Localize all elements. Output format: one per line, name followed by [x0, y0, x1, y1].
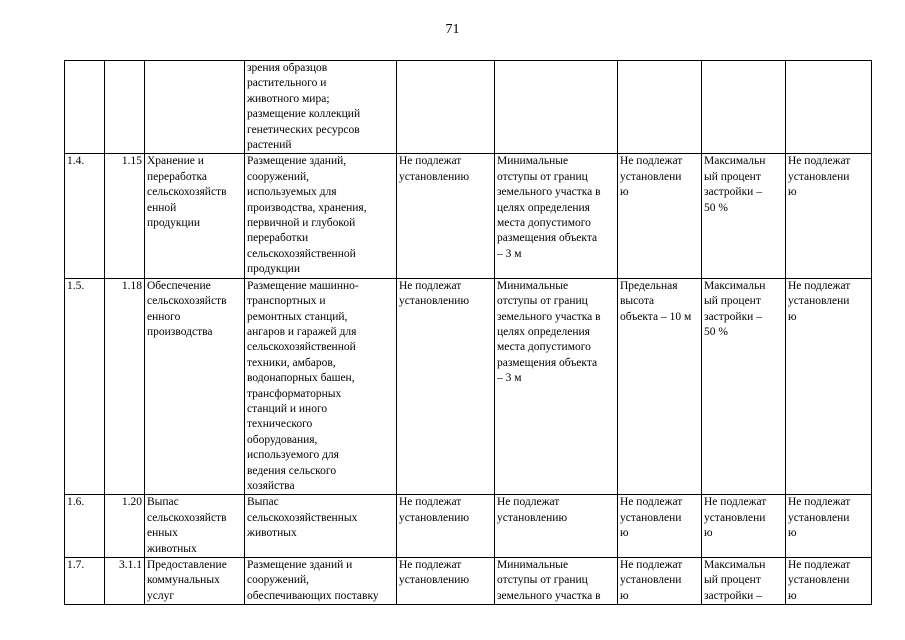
cell-line: енного [147, 310, 181, 323]
cell-use-description [245, 558, 397, 605]
cell-line: трансформаторных [247, 387, 342, 400]
cell-line: установлени [620, 511, 682, 524]
cell-line: земельного участка в [497, 589, 601, 602]
cell-line: енных [147, 527, 178, 540]
cell-line: Не подлежат [497, 496, 560, 509]
cell-plot-size-limits [397, 278, 495, 495]
cell-line: Минимальные [497, 559, 569, 571]
cell-code: 1.20 [105, 495, 145, 558]
cell-line: Предельная [620, 279, 678, 292]
cell-use-name [145, 495, 245, 558]
cell-code: 1.18 [105, 278, 145, 495]
cell-line: 50 % [704, 325, 728, 338]
cell-number: 1.4. [65, 154, 105, 278]
cell-line: размещение коллекций [247, 108, 361, 121]
cell-use-description [245, 278, 397, 495]
cell-line: Не подлежат [620, 496, 683, 509]
cell-line: отступы от границ [497, 574, 588, 587]
cell-building-coverage [702, 495, 786, 558]
cell-code [105, 61, 145, 154]
cell-line: Хранение и [147, 155, 204, 168]
cell-line: Не подлежат [788, 496, 851, 509]
cell-line: енной [147, 201, 177, 214]
cell-setback-limits [495, 558, 618, 605]
cell-other-limits [786, 495, 872, 558]
cell-line: размещения объекта [497, 232, 598, 245]
cell-line: Не подлежат [399, 279, 462, 292]
cell-line: коммунальных [147, 574, 220, 587]
cell-height-limits [618, 61, 702, 154]
cell-line: сельскохозяйственной [247, 341, 356, 354]
cell-line: обеспечивающих поставку [247, 589, 379, 602]
cell-line: Не подлежат [399, 559, 462, 571]
cell-line: используемого для [247, 449, 339, 462]
cell-line: ю [788, 186, 797, 199]
cell-line: станций и иного [247, 402, 328, 415]
cell-line: установлени [620, 574, 682, 587]
cell-line: места допустимого [497, 217, 591, 230]
cell-line: отступы от границ [497, 170, 588, 183]
cell-line: места допустимого [497, 341, 591, 354]
cell-line: установлению [399, 511, 470, 524]
cell-line: установлени [704, 511, 766, 524]
table-body [65, 61, 872, 605]
cell-line: растительного и [247, 77, 327, 90]
cell-building-coverage [702, 558, 786, 605]
cell-other-limits [786, 61, 872, 154]
cell-line: установлени [620, 170, 682, 183]
cell-plot-size-limits [397, 495, 495, 558]
cell-height-limits [618, 558, 702, 605]
cell-line: Выпас [147, 496, 179, 509]
cell-line: – 3 м [497, 247, 522, 260]
cell-line: застройки – [704, 589, 762, 602]
cell-line: продукции [247, 263, 300, 276]
cell-line: переработки [247, 232, 309, 245]
cell-line: сельскохозяйств [147, 511, 227, 524]
cell-use-name [145, 558, 245, 605]
cell-line: сооружений, [247, 574, 310, 587]
cell-other-limits [786, 558, 872, 605]
cell-line: Предоставление [147, 559, 227, 571]
cell-building-coverage [702, 154, 786, 278]
cell-line: ю [620, 589, 629, 602]
cell-height-limits [618, 278, 702, 495]
cell-line: используемых для [247, 186, 337, 199]
cell-line: хозяйства [247, 479, 295, 492]
cell-line: Максимальн [704, 279, 766, 292]
cell-line: целях определения [497, 325, 590, 338]
cell-line: Не подлежат [399, 155, 462, 168]
cell-line: техники, амбаров, [247, 356, 336, 369]
cell-number: 1.5. [65, 278, 105, 495]
cell-line: зрения образцов [247, 62, 328, 74]
table-row [65, 154, 872, 278]
cell-line: установлени [788, 170, 850, 183]
cell-height-limits [618, 495, 702, 558]
cell-line: ый процент [704, 295, 761, 308]
zoning-regulations-table [64, 60, 872, 605]
cell-line: ю [620, 186, 629, 199]
cell-line: ю [788, 527, 797, 540]
cell-line: установлению [399, 170, 470, 183]
cell-line: застройки – [704, 186, 762, 199]
cell-line: ый процент [704, 574, 761, 587]
cell-line: сельскохозяйств [147, 186, 227, 199]
cell-line: растений [247, 139, 292, 152]
cell-line: Размещение зданий и [247, 559, 353, 571]
page-number: 71 [445, 22, 460, 37]
cell-line: Минимальные [497, 155, 569, 168]
cell-line: Не подлежат [620, 155, 683, 168]
cell-line: Размещение машинно- [247, 279, 359, 292]
cell-line: Размещение зданий, [247, 155, 347, 168]
cell-line: сельскохозяйственных [247, 511, 358, 524]
cell-line: Максимальн [704, 155, 766, 168]
cell-line: установлению [497, 511, 568, 524]
cell-line: ю [788, 589, 797, 602]
cell-line: Не подлежат [788, 155, 851, 168]
cell-line: Выпас [247, 496, 279, 509]
cell-line: установлени [788, 295, 850, 308]
cell-use-description [245, 154, 397, 278]
cell-setback-limits [495, 495, 618, 558]
cell-line: целях определения [497, 201, 590, 214]
cell-building-coverage [702, 61, 786, 154]
cell-line: Не подлежат [399, 496, 462, 509]
cell-other-limits [786, 278, 872, 495]
cell-plot-size-limits [397, 154, 495, 278]
cell-number: 1.6. [65, 495, 105, 558]
cell-line: генетических ресурсов [247, 123, 360, 136]
cell-use-name [145, 61, 245, 154]
cell-line: установлени [788, 511, 850, 524]
cell-line: Обеспечение [147, 279, 211, 292]
cell-height-limits [618, 154, 702, 278]
cell-line: 50 % [704, 201, 728, 214]
cell-use-name [145, 278, 245, 495]
cell-line: транспортных и [247, 295, 326, 308]
cell-other-limits [786, 154, 872, 278]
cell-line: установлению [399, 574, 470, 587]
cell-line: первичной и глубокой [247, 217, 356, 230]
cell-line: ю [788, 310, 797, 323]
cell-line: технического [247, 418, 313, 431]
cell-line: животных [147, 542, 197, 555]
cell-line: ремонтных станций, [247, 310, 348, 323]
cell-building-coverage [702, 278, 786, 495]
cell-line: Минимальные [497, 279, 569, 292]
cell-use-description [245, 61, 397, 154]
cell-line: переработка [147, 170, 207, 183]
cell-line: животных [247, 527, 297, 540]
cell-line: ангаров и гаражей для [247, 325, 357, 338]
cell-line: водонапорных башен, [247, 372, 355, 385]
cell-line: Максимальн [704, 559, 766, 571]
table-row [65, 495, 872, 558]
cell-line: Не подлежат [788, 559, 851, 571]
cell-line: сооружений, [247, 170, 310, 183]
cell-line: – 3 м [497, 372, 522, 385]
cell-code: 1.15 [105, 154, 145, 278]
cell-line: Не подлежат [620, 559, 683, 571]
cell-line: производства [147, 325, 213, 338]
cell-line: установлени [788, 574, 850, 587]
cell-line: отступы от границ [497, 295, 588, 308]
cell-line: оборудования, [247, 433, 318, 446]
cell-line: услуг [147, 589, 175, 602]
cell-line: сельскохозяйств [147, 295, 227, 308]
table-row [65, 61, 872, 154]
cell-line: производства, хранения, [247, 201, 367, 214]
cell-number [65, 61, 105, 154]
cell-line: земельного участка в [497, 186, 601, 199]
cell-setback-limits [495, 154, 618, 278]
cell-plot-size-limits [397, 558, 495, 605]
cell-line: ведения сельского [247, 464, 337, 477]
table-row [65, 558, 872, 605]
cell-line: ый процент [704, 170, 761, 183]
table-row [65, 278, 872, 495]
cell-line: земельного участка в [497, 310, 601, 323]
cell-plot-size-limits [397, 61, 495, 154]
cell-number: 1.7. [65, 558, 105, 605]
cell-line: Не подлежат [704, 496, 767, 509]
cell-line: объекта – 10 м [620, 310, 692, 323]
cell-code: 3.1.1 [105, 558, 145, 605]
cell-line: сельскохозяйственной [247, 247, 356, 260]
cell-line: высота [620, 295, 655, 308]
cell-line: ю [704, 527, 713, 540]
cell-line: животного мира; [247, 92, 330, 105]
cell-line: Не подлежат [788, 279, 851, 292]
cell-line: застройки – [704, 310, 762, 323]
cell-setback-limits [495, 278, 618, 495]
cell-setback-limits [495, 61, 618, 154]
cell-line: установлению [399, 295, 470, 308]
cell-line: размещения объекта [497, 356, 598, 369]
cell-use-description [245, 495, 397, 558]
cell-line: ю [620, 527, 629, 540]
cell-use-name [145, 154, 245, 278]
cell-line: продукции [147, 217, 200, 230]
